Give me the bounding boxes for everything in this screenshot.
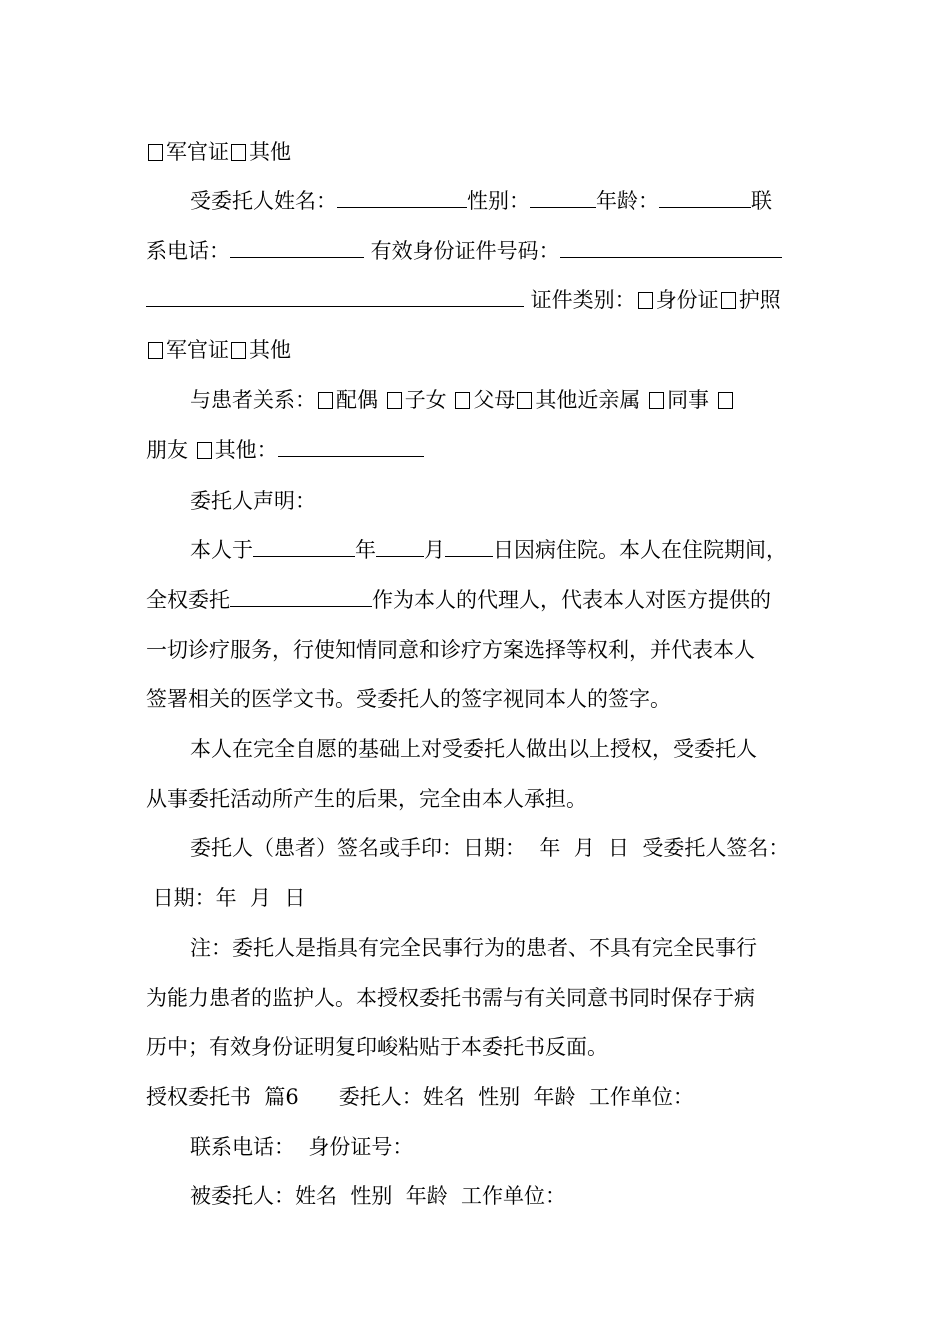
checkbox[interactable] (455, 392, 470, 409)
option-colleague: 同事 (667, 388, 716, 412)
month-blank[interactable] (376, 536, 424, 557)
checkbox[interactable] (148, 144, 163, 161)
option-child: 子女 (404, 388, 454, 412)
text: 年 (355, 538, 376, 562)
trustee-blank[interactable] (230, 586, 372, 607)
option-other-relative: 其他近亲属 (535, 388, 648, 412)
trustee-name-blank[interactable] (337, 187, 467, 208)
phone-id-line (146, 236, 782, 266)
option-parent: 父母 (473, 388, 516, 412)
id-type-line (146, 285, 781, 315)
year-blank[interactable] (253, 536, 355, 557)
gender-label: 性别： (467, 189, 530, 213)
declaration-line (190, 535, 787, 565)
contact-line: 联系电话： 身份证号： (190, 1135, 414, 1159)
gender-blank[interactable] (530, 187, 596, 208)
relationship-label: 与患者关系： (190, 388, 316, 412)
checkbox[interactable] (721, 292, 736, 309)
relationship-line-2 (146, 435, 424, 465)
declaration-heading: 委托人声明： (190, 489, 316, 513)
text: 全权委托 (146, 588, 230, 612)
relationship-line (190, 385, 736, 415)
checkbox[interactable] (148, 342, 163, 359)
section-heading: 授权委托书 篇6 委托人：姓名 性别 年龄 工作单位： (146, 1085, 694, 1109)
checkbox[interactable] (197, 442, 212, 459)
checkbox[interactable] (638, 292, 653, 309)
contact-label-start: 联 (751, 189, 772, 213)
declaration-line: 本人在完全自愿的基础上对受委托人做出以上授权，受委托人 (190, 737, 757, 761)
age-blank[interactable] (659, 187, 751, 208)
checkbox[interactable] (649, 392, 664, 409)
other-relationship-blank[interactable] (278, 436, 424, 457)
phone-label: 系电话： (146, 239, 230, 263)
checkbox[interactable] (231, 342, 246, 359)
signature-line: 委托人（患者）签名或手印：日期： 年 月 日 受委托人签名： (190, 836, 790, 860)
note-line: 注：委托人是指具有完全民事行为的患者、不具有完全民事行 (190, 936, 757, 960)
id-type-options-line (146, 137, 291, 167)
age-label: 年龄： (596, 189, 659, 213)
trustee-name-label: 受委托人姓名： (190, 189, 337, 213)
checkbox[interactable] (517, 392, 532, 409)
trustee-info-line (190, 186, 772, 216)
declaration-line: 从事委托活动所产生的后果，完全由本人承担。 (146, 787, 587, 811)
text: 作为本人的代理人，代表本人对医方提供的 (372, 588, 771, 612)
option-other-label: 其他： (214, 438, 278, 462)
checkbox[interactable] (318, 392, 333, 409)
option-other: 其他 (249, 140, 291, 164)
option-other: 其他 (249, 338, 291, 362)
checkbox[interactable] (718, 392, 733, 409)
signature-date-line: 日期：年 月 日 (146, 886, 306, 910)
text: 月 (424, 538, 445, 562)
checkbox[interactable] (387, 392, 402, 409)
text: 日因病住院。本人在住院期间， (493, 538, 787, 562)
option-military-id: 军官证 (166, 338, 229, 362)
phone-blank[interactable] (230, 237, 364, 258)
option-friend: 朋友 (146, 438, 195, 462)
note-line: 历中；有效身份证明复印峻粘贴于本委托书反面。 (146, 1035, 608, 1059)
declaration-line: 签署相关的医学文书。受委托人的签字视同本人的签字。 (146, 687, 671, 711)
option-military-id: 军官证 (166, 140, 229, 164)
checkbox[interactable] (231, 144, 246, 161)
id-number-blank[interactable] (560, 237, 782, 258)
id-type-options-line-2 (146, 335, 291, 365)
day-blank[interactable] (445, 536, 493, 557)
option-spouse: 配偶 (336, 388, 385, 412)
text: 本人于 (190, 538, 253, 562)
id-number-blank-continued[interactable] (146, 286, 524, 307)
trustee-info-line: 被委托人：姓名 性别 年龄 工作单位： (190, 1184, 567, 1208)
id-number-label: 有效身份证件号码： (364, 239, 560, 263)
id-type-label: 证件类别： (524, 288, 636, 312)
option-id-card: 身份证 (655, 288, 719, 312)
declaration-line: 一切诊疗服务，行使知情同意和诊疗方案选择等权利，并代表本人 (146, 638, 755, 662)
note-line: 为能力患者的监护人。本授权委托书需与有关同意书同时保存于病 (146, 986, 755, 1010)
declaration-line (146, 585, 771, 615)
option-passport: 护照 (738, 288, 781, 312)
